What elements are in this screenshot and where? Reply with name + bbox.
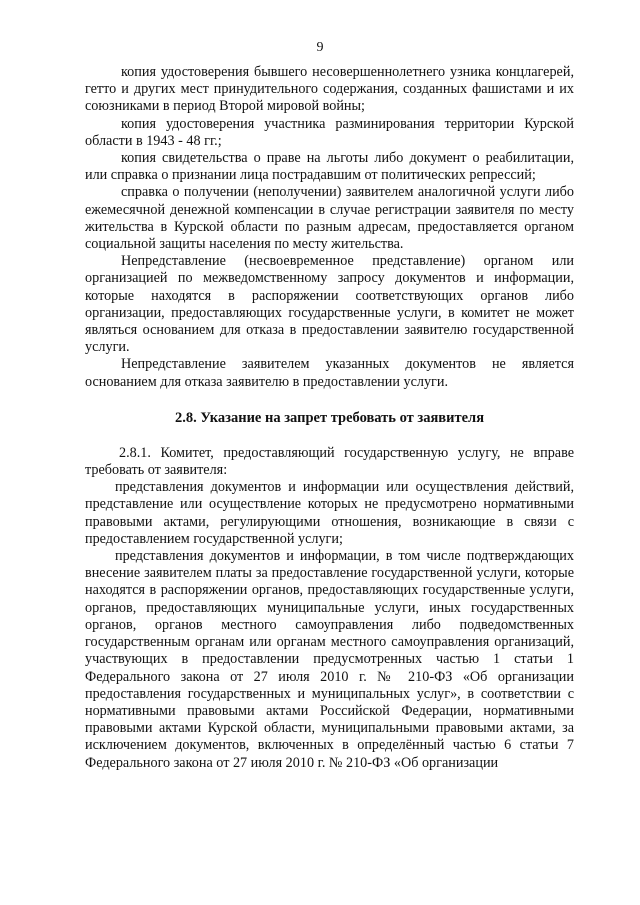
paragraph-document-rehabilitation: копия свидетельства о праве на льготы либо документ о реабилитации, или справка о признании лица пострадавшим от политических репрессий; [85,150,574,184]
paragraph-non-submission-by-organ: Непредставление (несвоевременное представление) органом или организацией по межведомственному запросу документов и информации, которые находятся в распоряжении соответствующих органов либо организации, предоставляющих государственные услуги, в комитет не может являться основанием для отказа в предоставлении заявителю государственной услуги. [85,253,574,356]
paragraph-non-submission-by-applicant: Непредставление заявителем указанных документов не является основанием для отказа заявителю в предоставлении услуги. [85,356,574,390]
paragraph-document-reference-compensation: справка о получении (неполучении) заявителем аналогичной услуги либо ежемесячной денежной компенсации в случае регистрации заявителя по месту жительства в Курской области по разным адресам, предоставляется органом социальной защиты населения по месту жительства. [85,184,574,253]
document-body [85,64,574,772]
paragraph-document-prisoner-certificate: копия удостоверения бывшего несовершеннолетнего узника концлагерей, гетто и других мест принудительного содержания, созданных фашистами и их союзниками в период Второй мировой войны; [85,64,574,115]
paragraph-document-demining-certificate: копия удостоверения участника разминирования территории Курской области в 1943 - 48 гг.; [85,115,574,149]
paragraph-prohibition-documents: представления документов и информации, в том числе подтверждающих внесение заявителем платы за предоставление государственной услуги, которые находятся в распоряжении органов, предоставляющих государственные услуги, органов, предоставляющих муниципальные услуги, иных государственных органов, органов местного самоуправления либо подведомственных государственным органам или органам местного самоуправления организаций, участвующих в предоставлении предусмотренных частью 1 статьи 1 Федерального закона от 27 июля 2010 г. № 210-ФЗ «Об организации предоставления государственных и муниципальных услуг», в соответствии с нормативными правовыми актами Российской Федерации, нормативными правовыми актами Курской области, муниципальными правовыми актами, за исключением документов, включенных в определённый частью 6 статьи 7 Федерального закона от 27 июля 2010 г. № 210-ФЗ «Об организации [85,548,574,771]
paragraph-prohibition-actions: представления документов и информации или осуществления действий, представление или осуществление которых не предусмотрено нормативными правовыми актами, регулирующими отношения, возникающие в связи с предоставлением государственной услуги; [85,479,574,547]
section-heading: 2.8. Указание на запрет требовать от заявителя [174,409,485,426]
paragraph-2-8-1: 2.8.1. Комитет, предоставляющий государственную услугу, не вправе требовать от заявителя: [85,444,574,479]
page-number: 9 [316,40,324,55]
